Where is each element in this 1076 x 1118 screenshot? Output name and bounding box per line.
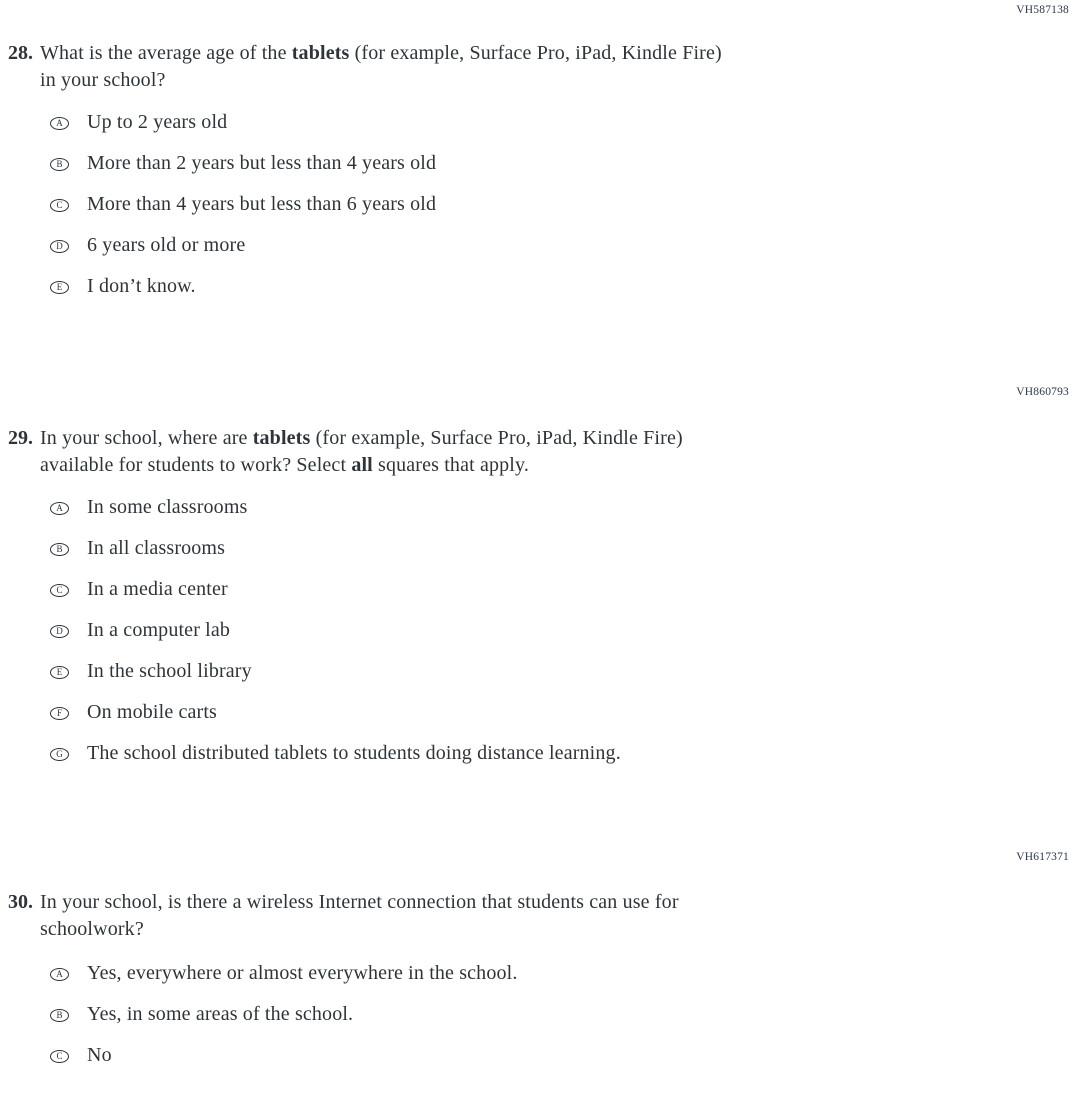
option-row [50, 1045, 1076, 1065]
question-28-line-2: in your school? [40, 69, 166, 91]
option-label: In a media center [87, 578, 228, 600]
option-bubble-d[interactable]: D [50, 625, 69, 638]
question-28-prompt [0, 40, 1076, 94]
option-row [50, 497, 1076, 517]
question-28-block [0, 4, 1076, 296]
option-bubble-c[interactable]: C [50, 199, 69, 212]
option-row [50, 194, 1076, 214]
option-bubble-b[interactable]: B [50, 543, 69, 556]
question-30-block [0, 851, 1076, 1065]
option-bubble-a[interactable]: A [50, 968, 69, 981]
option-row [50, 276, 1076, 296]
question-30-line-2: schoolwork? [40, 918, 144, 940]
option-bubble-e[interactable]: E [50, 666, 69, 679]
option-label: 6 years old or more [87, 234, 246, 256]
option-bubble-c[interactable]: C [50, 584, 69, 597]
option-row [50, 112, 1076, 132]
option-bubble-a[interactable]: A [50, 502, 69, 515]
option-label: In all classrooms [87, 537, 226, 559]
question-30-item-code: VH617371 [1016, 851, 1069, 863]
option-row [50, 963, 1076, 983]
question-28-options [50, 112, 1076, 296]
option-bubble-a[interactable]: A [50, 117, 69, 130]
option-label: More than 4 years but less than 6 years old [87, 193, 437, 215]
option-label: In a computer lab [87, 619, 231, 641]
question-29-text [40, 425, 1076, 479]
option-bubble-c[interactable]: C [50, 1050, 69, 1063]
option-label: Up to 2 years old [87, 111, 228, 133]
option-label: No [87, 1044, 112, 1066]
option-bubble-b[interactable]: B [50, 1009, 69, 1022]
question-30-text [40, 889, 1076, 943]
question-28-text [40, 40, 1076, 94]
question-29-prompt [0, 425, 1076, 479]
option-row [50, 235, 1076, 255]
option-bubble-d[interactable]: D [50, 240, 69, 253]
option-label: More than 2 years but less than 4 years old [87, 152, 437, 174]
question-29-number: 29. [8, 427, 33, 449]
option-label: In some classrooms [87, 496, 248, 518]
question-29-line-1: In your school, where are tablets (for example, Surface Pro, iPad, Kindle Fire) [40, 427, 683, 449]
option-label: Yes, everywhere or almost everywhere in the school. [87, 962, 518, 984]
option-label: I don’t know. [87, 275, 196, 297]
option-bubble-b[interactable]: B [50, 158, 69, 171]
option-row [50, 538, 1076, 558]
option-row [50, 702, 1076, 722]
option-label: On mobile carts [87, 701, 217, 723]
option-bubble-g[interactable]: G [50, 748, 69, 761]
question-29-block [0, 386, 1076, 763]
option-row [50, 579, 1076, 599]
question-29-item-code: VH860793 [1016, 386, 1069, 398]
question-30-prompt [0, 889, 1076, 943]
question-28-number: 28. [8, 42, 33, 64]
question-29-options [50, 497, 1076, 763]
question-30-options [50, 963, 1076, 1065]
option-bubble-e[interactable]: E [50, 281, 69, 294]
option-label: Yes, in some areas of the school. [87, 1003, 354, 1025]
option-label: The school distributed tablets to students doing distance learning. [87, 742, 621, 764]
question-28-item-code: VH587138 [1016, 4, 1069, 16]
option-row [50, 743, 1076, 763]
question-30-number: 30. [8, 891, 33, 913]
question-29-line-2: available for students to work? Select all squares that apply. [40, 454, 529, 476]
question-28-line-1: What is the average age of the tablets (for example, Surface Pro, iPad, Kindle Fire) [40, 42, 722, 64]
option-row [50, 661, 1076, 681]
option-row [50, 620, 1076, 640]
question-30-line-1: In your school, is there a wireless Internet connection that students can use for [40, 891, 679, 913]
option-label: In the school library [87, 660, 252, 682]
option-row [50, 153, 1076, 173]
option-row [50, 1004, 1076, 1024]
questionnaire-page [0, 4, 1076, 1118]
option-bubble-f[interactable]: F [50, 707, 69, 720]
